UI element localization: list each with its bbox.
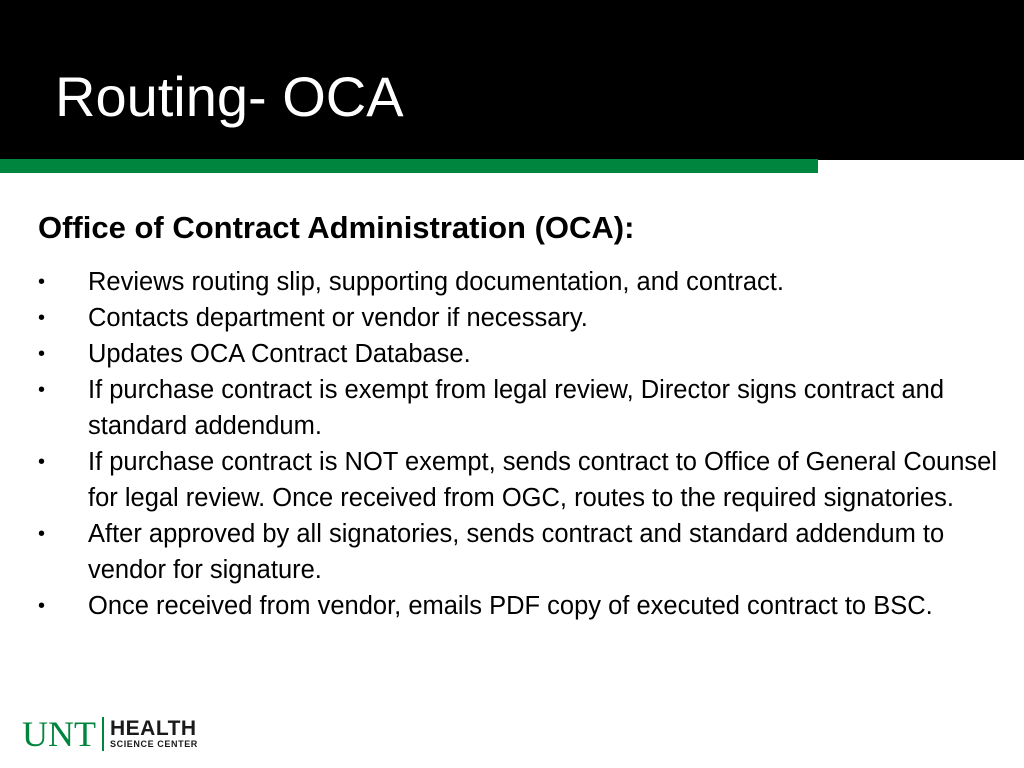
bullet-text: Reviews routing slip, supporting documentation, and contract. <box>88 268 784 296</box>
bullet-icon: • <box>38 379 46 401</box>
bullet-list <box>38 264 1008 624</box>
bullet-item <box>38 444 1008 516</box>
slide-title: Routing- OCA <box>55 65 404 128</box>
bullet-icon: • <box>38 451 46 473</box>
bullet-text: Updates OCA Contract Database. <box>88 340 471 368</box>
accent-bar <box>0 159 818 173</box>
bullet-text: After approved by all signatories, sends contract and standard addendum to vendor for signature. <box>88 520 945 584</box>
unt-health-logo <box>22 715 198 753</box>
bullet-item <box>38 264 1008 300</box>
bullet-item <box>38 372 1008 444</box>
logo-unt-text: UNT <box>22 714 96 754</box>
section-heading: Office of Contract Administration (OCA): <box>38 210 635 245</box>
bullet-text: If purchase contract is NOT exempt, sends contract to Office of General Counsel for legal review. Once received from OGC, routes to the required signatories. <box>88 448 997 512</box>
bullet-icon: • <box>38 271 46 293</box>
logo-health-text: HEALTH <box>110 716 197 740</box>
bullet-text: If purchase contract is exempt from legal review, Director signs contract and standard addendum. <box>88 376 945 440</box>
logo-wordmark <box>110 716 198 750</box>
bullet-icon: • <box>38 307 46 329</box>
bullet-icon: • <box>38 523 46 545</box>
bullet-text: Once received from vendor, emails PDF copy of executed contract to BSC. <box>88 592 933 620</box>
bullet-item <box>38 336 1008 372</box>
bullet-text: Contacts department or vendor if necessary. <box>88 304 588 332</box>
bullet-icon: • <box>38 343 46 365</box>
bullet-item <box>38 516 1008 588</box>
header-bar <box>0 0 1024 160</box>
bullet-item <box>38 588 1008 624</box>
bullet-icon: • <box>38 595 46 617</box>
logo-divider <box>102 717 104 751</box>
bullet-item <box>38 300 1008 336</box>
logo-science-center-text: SCIENCE CENTER <box>110 738 198 749</box>
